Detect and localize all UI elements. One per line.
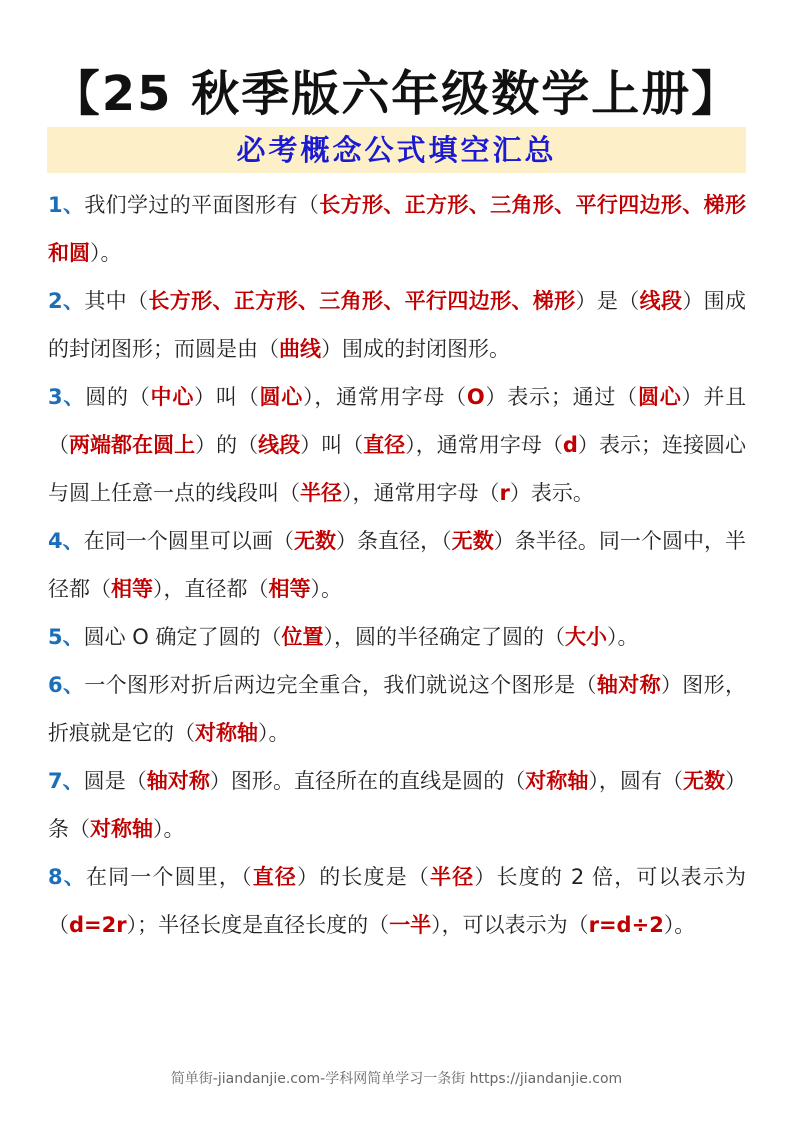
item-number: 2、 xyxy=(48,289,85,313)
item-number: 4、 xyxy=(48,529,84,553)
list-item xyxy=(48,277,746,373)
question-text: ）。 xyxy=(258,721,290,745)
list-item xyxy=(48,613,746,661)
question-text: ）并且（ xyxy=(48,385,747,457)
answer-text: 两端都在圆上 xyxy=(69,433,196,457)
answer-text: 线段 xyxy=(258,433,301,457)
question-text: ）的（ xyxy=(195,433,259,457)
answer-text: 半径 xyxy=(430,865,475,889)
question-text: ），可以表示为（ xyxy=(431,913,589,937)
question-text: ）围成的封闭图形；而圆是由（ xyxy=(48,289,747,361)
subtitle: 必考概念公式填空汇总 xyxy=(236,133,557,167)
list-item xyxy=(48,181,746,277)
item-number: 7、 xyxy=(48,769,84,793)
answer-text: 相等 xyxy=(268,577,311,601)
question-text: ），通常用字母（ xyxy=(303,385,467,409)
answer-text: O xyxy=(466,385,485,409)
question-text: ）是（ xyxy=(575,289,640,313)
answer-text: 对称轴 xyxy=(525,769,589,793)
answer-text: 半径 xyxy=(300,481,342,505)
question-text: ）。 xyxy=(607,625,639,649)
answer-text: 无数 xyxy=(293,529,336,553)
answer-text: 对称轴 xyxy=(90,817,153,841)
question-text: 圆是（ xyxy=(83,769,147,793)
answer-text: 长方形、正方形、三角形、平行四边形、梯形 xyxy=(148,289,576,313)
question-text: ）；半径长度是直径长度的（ xyxy=(126,913,390,937)
page-title: 【25 秋季版六年级数学上册】 xyxy=(51,66,742,122)
answer-text: 大小 xyxy=(565,625,608,649)
answer-text: 圆心 xyxy=(637,385,682,409)
answer-text: 圆心 xyxy=(259,385,304,409)
question-text: 在同一个圆里可以画（ xyxy=(83,529,294,553)
question-text: 一个图形对折后两边完全重合，我们就说这个图形是（ xyxy=(84,673,597,697)
question-text: ）条直径，（ xyxy=(336,529,452,553)
list-item xyxy=(48,757,746,853)
question-text: 其中（ xyxy=(84,289,149,313)
question-text: 圆的（ xyxy=(85,385,151,409)
answer-text: 相等 xyxy=(111,577,153,601)
question-text: ）叫（ xyxy=(300,433,364,457)
question-text: ）图形，折痕就是它的（ xyxy=(48,673,747,745)
item-number: 6、 xyxy=(48,673,85,697)
question-text: ）表示；通过（ xyxy=(484,385,638,409)
question-text: ）长度的 2 倍，可以表示为（ xyxy=(48,865,747,937)
answer-text: d=2r xyxy=(69,913,127,937)
answer-text: 中心 xyxy=(150,385,195,409)
item-number: 8、 xyxy=(48,865,86,889)
question-text: ），通常用字母（ xyxy=(342,481,500,505)
list-item xyxy=(48,517,746,613)
question-text: ），圆的半径确定了圆的（ xyxy=(323,625,566,649)
question-text: 在同一个圆里，（ xyxy=(85,865,253,889)
list-item xyxy=(48,373,746,517)
list-item xyxy=(48,853,746,949)
list-item xyxy=(48,661,746,757)
answer-text: 直径 xyxy=(363,433,406,457)
subtitle-banner xyxy=(47,127,746,173)
item-number: 3、 xyxy=(48,385,86,409)
question-text: ）。 xyxy=(153,817,185,841)
answer-text: 对称轴 xyxy=(195,721,258,745)
question-text: ）表示。 xyxy=(509,481,594,505)
question-text: ）条半径。同一个圆中，半径都（ xyxy=(48,529,747,601)
fill-in-list xyxy=(48,181,746,949)
question-text: ）。 xyxy=(90,241,122,265)
answer-text: 曲线 xyxy=(279,337,321,361)
question-text: ）。 xyxy=(663,913,696,937)
question-text: 圆心 O 确定了圆的（ xyxy=(83,625,282,649)
question-text: ）的长度是（ xyxy=(297,865,431,889)
item-number: 1、 xyxy=(48,193,85,217)
question-text: 我们学过的平面图形有（ xyxy=(84,193,320,217)
footer-watermark: 简单街-jiandanjie.com-学科网简单学习一条街 https://jiandanjie.com xyxy=(170,1071,623,1087)
answer-text: 轴对称 xyxy=(146,769,210,793)
question-text: ），直径都（ xyxy=(153,577,269,601)
question-text: ）条（ xyxy=(48,769,747,841)
answer-text: 一半 xyxy=(389,913,432,937)
question-text: ），圆有（ xyxy=(588,769,683,793)
answer-text: r xyxy=(499,481,510,505)
question-text: ）图形。直径所在的直线是圆的（ xyxy=(209,769,526,793)
question-text: ），通常用字母（ xyxy=(405,433,563,457)
question-text: ）。 xyxy=(310,577,342,601)
question-text: ）叫（ xyxy=(194,385,260,409)
item-number: 5、 xyxy=(48,625,84,649)
answer-text: 线段 xyxy=(639,289,683,313)
answer-text: 位置 xyxy=(281,625,324,649)
answer-text: 长方形、正方形、三角形、平行四边形、梯形和圆 xyxy=(48,193,747,265)
answer-text: 直径 xyxy=(252,865,298,889)
answer-text: 轴对称 xyxy=(596,673,661,697)
answer-text: r=d÷2 xyxy=(588,913,664,937)
answer-text: 无数 xyxy=(451,529,494,553)
question-text: ）围成的封闭图形。 xyxy=(321,337,510,361)
question-text: ）表示；连接圆心与圆上任意一点的线段叫（ xyxy=(48,433,747,505)
answer-text: d xyxy=(562,433,578,457)
answer-text: 无数 xyxy=(683,769,726,793)
